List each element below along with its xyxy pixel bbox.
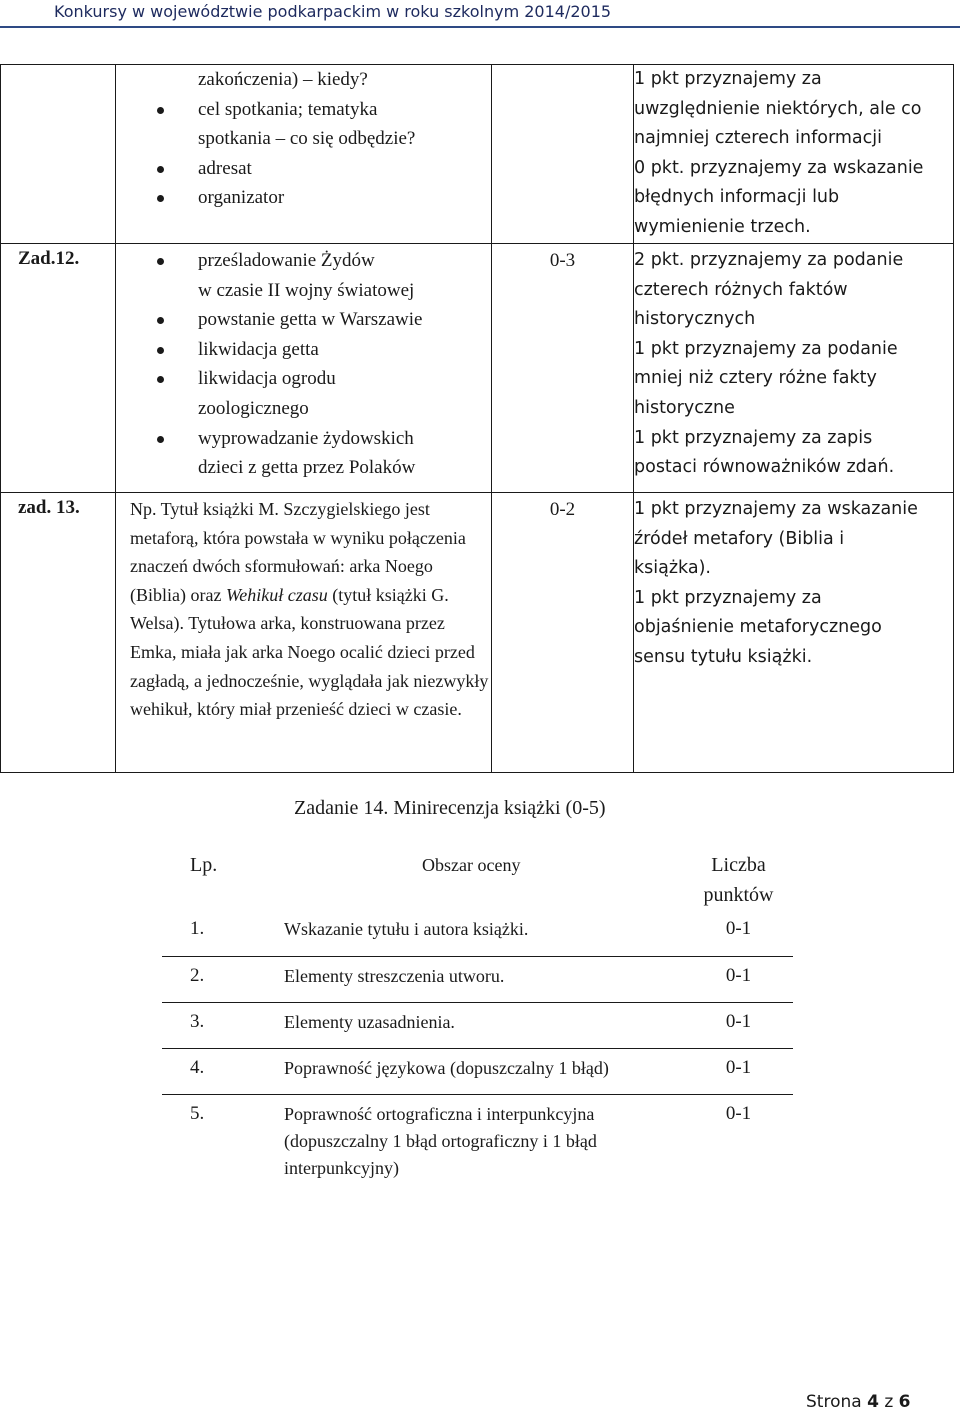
row-obszar: Poprawność ortograficzna i interpunkcyjna (dopuszczalny 1 błąd ortograficzny i 1 błąd interpunkcyjny) [284, 1103, 597, 1178]
points-value: 0-2 [492, 493, 634, 773]
row-points: 0-1 [725, 1102, 752, 1124]
row-lp: 5. [190, 1102, 205, 1124]
page-current: 4 [867, 1392, 879, 1412]
task-label: zad. 13. [1, 493, 116, 773]
criteria-line: 1 pkt przyznajemy za zapis [634, 427, 873, 448]
criteria-line: czterech różnych faktów [634, 279, 848, 300]
list-item: zoologicznego [198, 397, 309, 419]
col-header-lp: Lp. [190, 854, 218, 876]
list-item: cel spotkania; tematyka [153, 95, 491, 125]
book-title: Wehikuł czasu [225, 584, 328, 605]
criteria-line: postaci równoważników zdań. [634, 457, 895, 478]
criteria-line: historycznych [634, 309, 756, 330]
answer-text-part: Np. Tytuł książki M. Szczygielskiego jest metaforą, która powstała w wyniku połączenia znaczeń dwóch sformułowań: arka Noego (Biblia) oraz [130, 499, 466, 605]
criteria-line: mniej niż cztery różne fakty [634, 368, 877, 389]
row-points: 0-1 [684, 956, 793, 1002]
row-lp: 3. [162, 1002, 284, 1048]
answer-list [116, 244, 491, 483]
answer-text-part: (tytuł książki G. Welsa). Tytułowa arka, konstruowana przez Emka, miała jak arka Noego ocalić dzieci przed zagładą, a jednocześnie, wyglądała jak niezwykły wehikuł, który miał przenieść dzieci w czasie. [130, 584, 489, 720]
criteria-line: źródeł metafory (Biblia i [634, 528, 845, 549]
task-14-title: Zadanie 14. Minirecenzja książki (0-5) [294, 797, 606, 819]
page-header-title: Konkursy w województwie podkarpackim w roku szkolnym 2014/2015 [54, 2, 612, 21]
row-lp: 2. [162, 956, 284, 1002]
answer-cell [116, 65, 492, 244]
criteria-table [0, 64, 954, 773]
task-label-cell [1, 65, 116, 244]
answer-cell [116, 244, 492, 493]
list-item: zakończenia) – kiedy? [198, 69, 368, 90]
criteria-line: objaśnienie metaforycznego [634, 617, 882, 638]
table-row [162, 910, 793, 956]
criteria-line: sensu tytułu książki. [634, 646, 813, 667]
criteria-line: błędnych informacji lub [634, 187, 840, 208]
page-total: 6 [898, 1392, 911, 1412]
answer-list [116, 65, 491, 213]
criteria-line: książka). [634, 558, 711, 579]
points-value: 0-3 [492, 244, 634, 493]
col-header-liczba: Liczba punktów [703, 854, 774, 906]
row-points: 0-1 [684, 910, 793, 956]
row-obszar: Poprawność językowa (dopuszczalny 1 błąd) [284, 1048, 684, 1094]
list-item: spotkania – co się odbędzie? [198, 128, 416, 150]
criteria-line: 1 pkt przyznajemy za podanie [634, 338, 898, 359]
list-item: adresat [153, 154, 491, 184]
table-row [1, 493, 954, 773]
table-row [1, 244, 954, 493]
criteria-line: 1 pkt przyznajemy za [634, 587, 822, 608]
row-lp: 4. [162, 1048, 284, 1094]
row-obszar: Wskazanie tytułu i autora książki. [284, 910, 684, 956]
row-points: 0-1 [684, 1048, 793, 1094]
list-item: prześladowanie Żydów [153, 246, 491, 276]
table-row [162, 1094, 793, 1182]
list-item: w czasie II wojny światowej [198, 279, 415, 301]
list-item: dzieci z getta przez Polaków [198, 457, 416, 479]
table-row [162, 956, 793, 1002]
answer-text [116, 493, 491, 724]
review-table [162, 848, 793, 1182]
row-obszar: Elementy uzasadnienia. [284, 1002, 684, 1048]
list-item: likwidacja getta [153, 335, 491, 365]
criteria-line: historyczne [634, 397, 735, 418]
page-separator: z [884, 1392, 894, 1412]
table-header-row [162, 848, 793, 910]
page-number [806, 1392, 911, 1412]
table-row [162, 1048, 793, 1094]
criteria-line: wymienienie trzech. [634, 216, 811, 237]
table-row [162, 1002, 793, 1048]
points-cell [492, 65, 634, 244]
criteria-line: 1 pkt przyznajemy za wskazanie [634, 499, 918, 519]
criteria-line: 1 pkt przyznajemy za [634, 69, 822, 89]
list-item: wyprowadzanie żydowskich [153, 424, 491, 454]
criteria-cell [634, 244, 954, 493]
criteria-line: najmniej czterech informacji [634, 128, 882, 149]
criteria-cell [634, 493, 954, 773]
row-lp: 1. [162, 910, 284, 956]
criteria-line: 2 pkt. przyznajemy za podanie [634, 250, 904, 270]
page-prefix: Strona [806, 1392, 862, 1412]
col-header-obszar: Obszar oceny [422, 855, 521, 875]
row-obszar: Elementy streszczenia utworu. [284, 956, 684, 1002]
list-item: likwidacja ogrodu [153, 364, 491, 394]
table-row [1, 65, 954, 244]
list-item: organizator [153, 183, 491, 213]
criteria-line: uwzględnienie niektórych, ale co [634, 98, 922, 119]
header-rule [0, 26, 960, 28]
criteria-cell [634, 65, 954, 244]
criteria-line: 0 pkt. przyznajemy za wskazanie [634, 157, 924, 178]
task-label: Zad.12. [1, 244, 116, 493]
list-item: powstanie getta w Warszawie [153, 305, 491, 335]
row-points: 0-1 [684, 1002, 793, 1048]
answer-cell [116, 493, 492, 773]
